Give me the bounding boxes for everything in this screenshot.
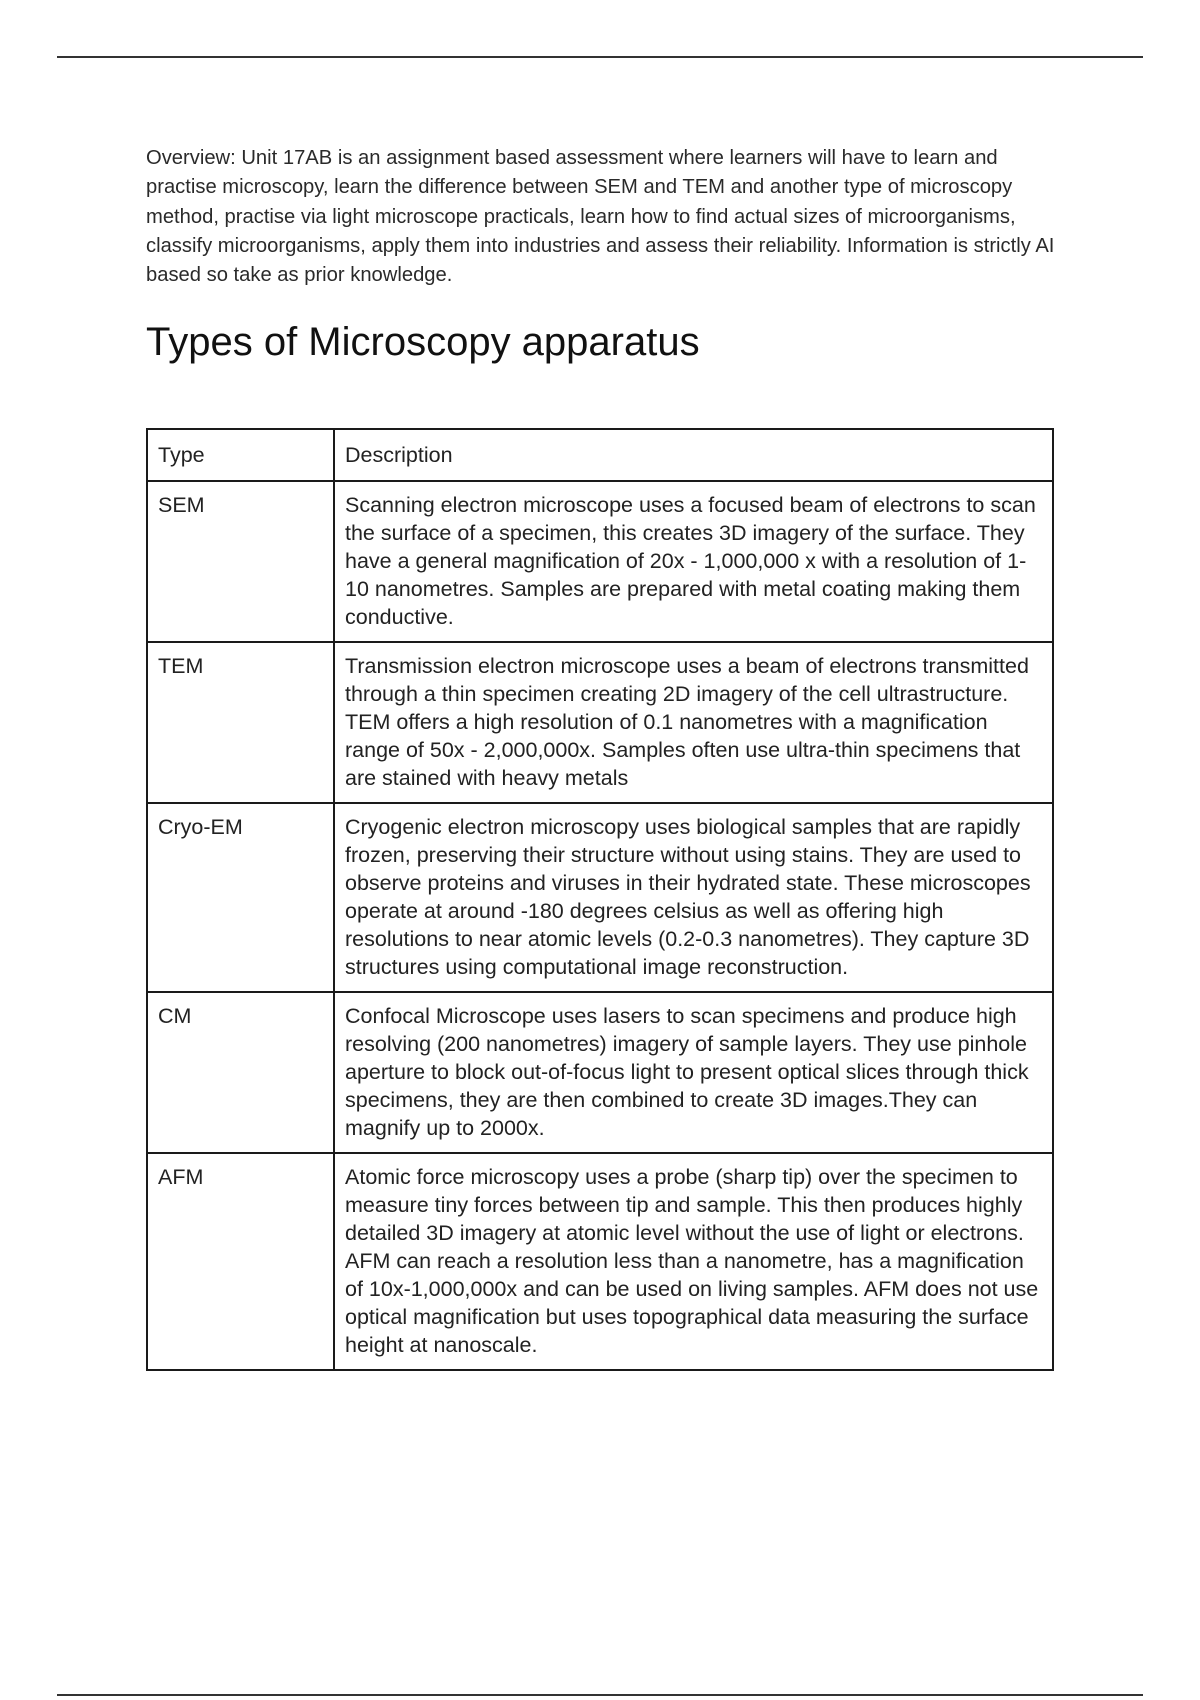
table-row (147, 803, 1053, 992)
row-type: Cryo-EM (147, 803, 334, 992)
overview-paragraph: Overview: Unit 17AB is an assignment based assessment where learners will have to learn and practise microscopy, learn the difference between SEM and TEM and another type of microscopy method, practise via light microscope practicals, learn how to find actual sizes of microorganisms, classify microorganisms, apply them into industries and assess their reliability. Information is strictly AI based so take as prior knowledge. (146, 147, 1055, 287)
header-rule (57, 56, 1143, 58)
row-description: Transmission electron microscope uses a beam of electrons transmitted through a thin specimen creating 2D imagery of the cell ultrastructure. TEM offers a high resolution of 0.1 nanometres with a magnification range of 50x - 2,000,000x. Samples often use ultra-thin specimens that are stained with heavy metals (334, 642, 1053, 803)
row-type: TEM (147, 642, 334, 803)
header-type: Type (147, 429, 334, 481)
row-description: Scanning electron microscope uses a focused beam of electrons to scan the surface of a specimen, this creates 3D imagery of the surface. They have a general magnification of 20x - 1,000,000 x with a resolution of 1-10 nanometres. Samples are prepared with metal coating making them conductive. (334, 481, 1053, 642)
table-row (147, 992, 1053, 1153)
row-type: CM (147, 992, 334, 1153)
header-description: Description (334, 429, 1053, 481)
row-description: Atomic force microscopy uses a probe (sharp tip) over the specimen to measure tiny forces between tip and sample. This then produces highly detailed 3D imagery at atomic level without the use of light or electrons. AFM can reach a resolution less than a nanometre, has a magnification of 10x-1,000,000x and can be used on living samples. AFM does not use optical magnification but uses topographical data measuring the surface height at nanoscale. (334, 1153, 1053, 1370)
section-title: Types of Microscopy apparatus (146, 320, 700, 364)
table-row (147, 642, 1053, 803)
table-header-row (147, 429, 1053, 481)
row-description: Confocal Microscope uses lasers to scan specimens and produce high resolving (200 nanometres) imagery of sample layers. They use pinhole aperture to block out-of-focus light to present optical slices through thick specimens, they are then combined to create 3D images.They can magnify up to 2000x. (334, 992, 1053, 1153)
table-row (147, 481, 1053, 642)
footer-rule (57, 1694, 1143, 1696)
row-type: SEM (147, 481, 334, 642)
microscopy-table (146, 428, 1054, 1371)
table-row (147, 1153, 1053, 1370)
row-type: AFM (147, 1153, 334, 1370)
row-description: Cryogenic electron microscopy uses biological samples that are rapidly frozen, preserving their structure without using stains. They are used to observe proteins and viruses in their hydrated state. These microscopes operate at around -180 degrees celsius as well as offering high resolutions to near atomic levels (0.2-0.3 nanometres). They capture 3D structures using computational image reconstruction. (334, 803, 1053, 992)
